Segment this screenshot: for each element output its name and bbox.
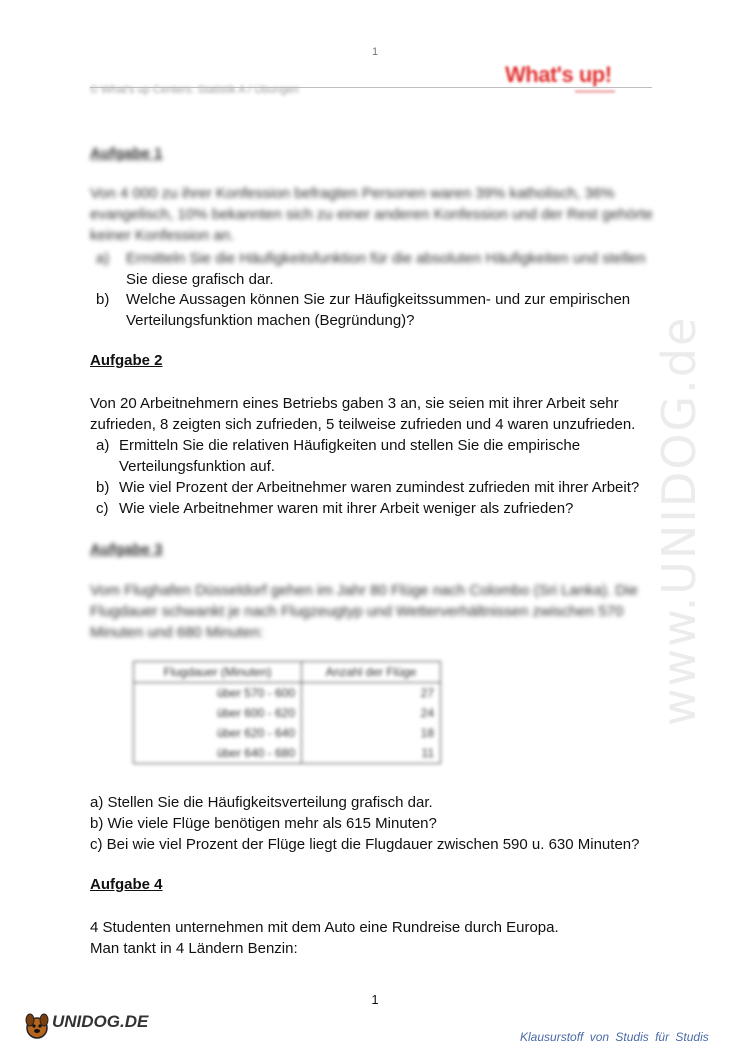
logo-underline — [575, 90, 615, 93]
table-header-duration: Flugdauer (Minuten) — [134, 662, 302, 683]
flight-duration-table — [133, 661, 441, 764]
aufgabe3-question-b: b) Wie viele Flüge benötigen mehr als 615 Minuten? — [90, 815, 437, 832]
aufgabe1-item-b — [96, 289, 671, 331]
aufgabe2-a-line2: Verteilungsfunktion auf. — [119, 458, 275, 475]
table-cell-duration: über 570 - 600 — [134, 683, 302, 704]
table-cell-duration: über 640 - 680 — [134, 743, 302, 764]
aufgabe3-title: Aufgabe 3 — [90, 541, 163, 558]
aufgabe1-intro: Von 4 000 zu ihrer Konfession befragten Personen waren 39% katholisch, 36% evangelisch, 10% bekannten sich zu einer anderen Konfession und der Rest gehörte keiner Konfession an. — [90, 185, 653, 244]
footer-tagline: Klausurstoff von Studis für Studis — [520, 1030, 709, 1044]
aufgabe4-line1: 4 Studenten unternehmen mit dem Auto eine Rundreise durch Europa. — [90, 919, 559, 936]
aufgabe4-line2: Man tankt in 4 Ländern Benzin: — [90, 940, 298, 957]
table-row — [134, 703, 441, 723]
aufgabe3-question-c: c) Bei wie viel Prozent der Flüge liegt die Flugdauer zwischen 590 u. 630 Minuten? — [90, 836, 640, 853]
whats-up-logo: What's up! — [505, 62, 612, 87]
aufgabe1-b-marker: b) — [96, 291, 110, 308]
aufgabe1-a-line1: Ermitteln Sie die Häufigkeitsfunktion für die absoluten Häufigkeiten und stellen — [126, 250, 646, 267]
table-cell-count: 27 — [302, 683, 441, 704]
table-row — [134, 683, 441, 704]
table-row — [134, 723, 441, 743]
bottom-page-number: 1 — [371, 992, 379, 1007]
aufgabe1-b-line1: Welche Aussagen können Sie zur Häufigkeitssummen- und zur empirischen — [126, 291, 631, 308]
aufgabe2-intro — [90, 393, 665, 435]
table-row — [134, 743, 441, 764]
aufgabe2-intro-line1: Von 20 Arbeitnehmern eines Betriebs gaben 3 an, sie seien mit ihrer Arbeit sehr — [90, 395, 619, 412]
aufgabe1-a-marker: a) — [96, 250, 110, 267]
aufgabe2-c-marker: c) — [96, 500, 109, 517]
aufgabe2-b-marker: b) — [96, 479, 110, 496]
table-header-count: Anzahl der Flüge — [302, 662, 441, 683]
dog-logo-icon — [24, 1012, 50, 1040]
aufgabe1-title: Aufgabe 1 — [90, 145, 163, 162]
aufgabe1-b-line2: Verteilungsfunktion machen (Begründung)? — [126, 312, 415, 329]
aufgabe2-intro-line2: zufrieden, 8 zeigten sich zufrieden, 5 teilweise zufrieden und 4 waren unzufrieden. — [90, 416, 636, 433]
aufgabe3-intro: Vom Flughafen Düsseldorf gehen im Jahr 80 Flüge nach Colombo (Sri Lanka). Die Flugdauer schwankt je nach Flugzeugtyp und Wetterverhältnissen zwischen 570 Minuten und 680 Minuten: — [90, 582, 638, 641]
table-cell-duration: über 600 - 620 — [134, 703, 302, 723]
header-divider — [90, 87, 652, 88]
aufgabe1-item-a — [96, 248, 671, 290]
aufgabe2-title: Aufgabe 2 — [90, 352, 163, 369]
table-cell-count: 18 — [302, 723, 441, 743]
aufgabe2-item-a — [96, 435, 671, 477]
unidog-watermark: www.UNIDOG.de — [652, 315, 706, 726]
aufgabe4-title: Aufgabe 4 — [90, 876, 163, 893]
aufgabe2-b-text: Wie viel Prozent der Arbeitnehmer waren zumindest zufrieden mit ihrer Arbeit? — [119, 479, 640, 496]
aufgabe2-item-c — [96, 498, 671, 519]
table-cell-duration: über 620 - 640 — [134, 723, 302, 743]
aufgabe2-item-b — [96, 477, 671, 498]
aufgabe2-a-marker: a) — [96, 437, 110, 454]
unidog-logo-text: UNIDOG.DE — [52, 1012, 149, 1031]
table-header-row — [134, 662, 441, 683]
table-cell-count: 11 — [302, 743, 441, 764]
header-copyright: © What's up Centers: Statistik A / Übungen — [90, 84, 299, 96]
aufgabe2-a-line1: Ermitteln Sie die relativen Häufigkeiten und stellen Sie die empirische — [119, 437, 581, 454]
table-cell-count: 24 — [302, 703, 441, 723]
top-page-number: 1 — [371, 46, 379, 58]
aufgabe3-question-a: a) Stellen Sie die Häufigkeitsverteilung grafisch dar. — [90, 794, 433, 811]
aufgabe2-c-text: Wie viele Arbeitnehmer waren mit ihrer Arbeit weniger als zufrieden? — [119, 500, 574, 517]
aufgabe1-a-line2: Sie diese grafisch dar. — [126, 271, 274, 288]
